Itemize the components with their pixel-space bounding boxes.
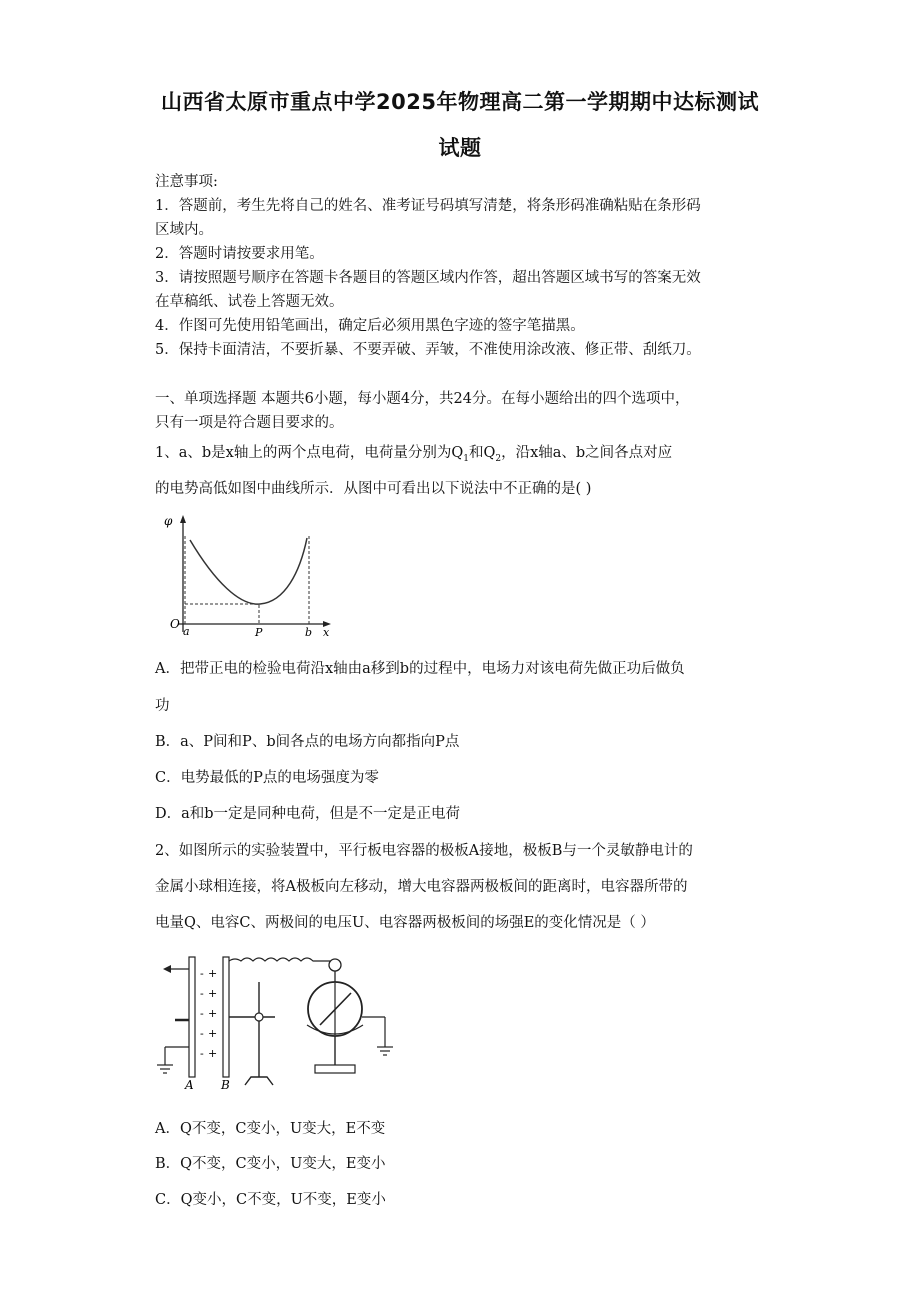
q2-stem-continued: 电量Q、电容C、两极间的电压U、电容器两极板间的场强E的变化情况是（ ） (155, 915, 655, 931)
q1-option-b: B．a、P间和P、b间各点的电场方向都指向P点 (155, 734, 460, 750)
q1-option-a: A．把带正电的检验电荷沿x轴由a移到b的过程中，电场力对该电荷先做正功后做负 (155, 661, 685, 677)
label-p: P (255, 626, 263, 639)
notice-heading: 注意事项: (155, 174, 218, 190)
y-axis-arrow (180, 515, 186, 523)
svg-text:+: + (208, 987, 218, 1000)
svg-text:-: - (200, 967, 204, 980)
label-origin: O (170, 617, 180, 631)
svg-text:+: + (208, 967, 218, 980)
q2-option-a: A．Q不变，C变小，U变大，E不变 (155, 1121, 386, 1137)
svg-text:+: + (208, 1047, 218, 1060)
q1-potential-graph (160, 512, 340, 642)
q1-option-a-continued: 功 (155, 698, 170, 714)
label-plate-a: A (185, 1078, 194, 1092)
label-b: b (305, 626, 313, 639)
q2-apparatus-figure (155, 947, 415, 1092)
label-plate-b: B (221, 1078, 230, 1092)
q2-stem: 2、如图所示的实验装置中，平行板电容器的极板A接地，极板B与一个灵敏静电计的 (155, 843, 693, 859)
svg-text:-: - (200, 1047, 204, 1060)
move-arrow-head (163, 965, 171, 973)
q1-stem: 1、a、b是x轴上的两个点电荷，电荷量分别为$Q_1$和$Q_2$，沿x轴a、b之间各点对应 (155, 445, 673, 464)
plate-b (223, 957, 229, 1077)
notice-item: 3．请按照题号顺序在答题卡各题目的答题区域内作答，超出答题区域书写的答案无效 (155, 270, 701, 286)
exam-title: 山西省太原市重点中学2025年物理高二第一学期期中达标测试 (161, 90, 759, 114)
section-heading: 一、单项选择题 本题共6小题，每小题4分，共24分。在每小题给出的四个选项中， (155, 391, 690, 407)
q1-option-d: D．a和b一定是同种电荷，但是不一定是正电荷 (155, 806, 461, 822)
svg-text:-: - (200, 987, 204, 1000)
q1-stem-continued: 的电势高低如图中曲线所示．从图中可看出以下说法中不正确的是( ) (155, 481, 592, 497)
electrometer-ball (329, 959, 341, 971)
plate-a (189, 957, 195, 1077)
notice-item: 1．答题前，考生先将自己的姓名、准考证号码填写清楚，将条形码准确粘贴在条形码 (155, 198, 701, 214)
notice-item: 在草稿纸、试卷上答题无效。 (155, 294, 344, 310)
q2-option-b: B．Q不变，C变小，U变大，E变小 (155, 1156, 386, 1172)
q2-stem-continued: 金属小球相连接，将A极板向左移动，增大电容器两极板间的距离时，电容器所带的 (155, 879, 688, 895)
svg-text:+: + (208, 1027, 218, 1040)
label-x: x (323, 626, 330, 639)
potential-curve (190, 538, 307, 604)
label-a: a (183, 625, 190, 638)
label-phi: φ (164, 514, 173, 528)
connecting-wire (229, 958, 330, 961)
section-heading-continued: 只有一项是符合题目要求的。 (155, 415, 344, 431)
svg-text:-: - (200, 1027, 204, 1040)
notice-item: 2．答题时请按要求用笔。 (155, 246, 324, 262)
svg-text:+: + (208, 1007, 218, 1020)
svg-text:-: - (200, 1007, 204, 1020)
q2-option-c: C．Q变小，C不变，U不变，E变小 (155, 1192, 386, 1208)
notice-item: 4．作图可先使用铅笔画出，确定后必须用黑色字迹的签字笔描黑。 (155, 318, 585, 334)
q1-option-c: C．电势最低的P点的电场强度为零 (155, 770, 379, 786)
exam-title-continued: 试题 (438, 136, 482, 160)
notice-item: 5．保持卡面清洁，不要折暴、不要弄破、弄皱，不准使用涂改液、修正带、刮纸刀。 (155, 342, 701, 358)
notice-item: 区域内。 (155, 222, 213, 238)
